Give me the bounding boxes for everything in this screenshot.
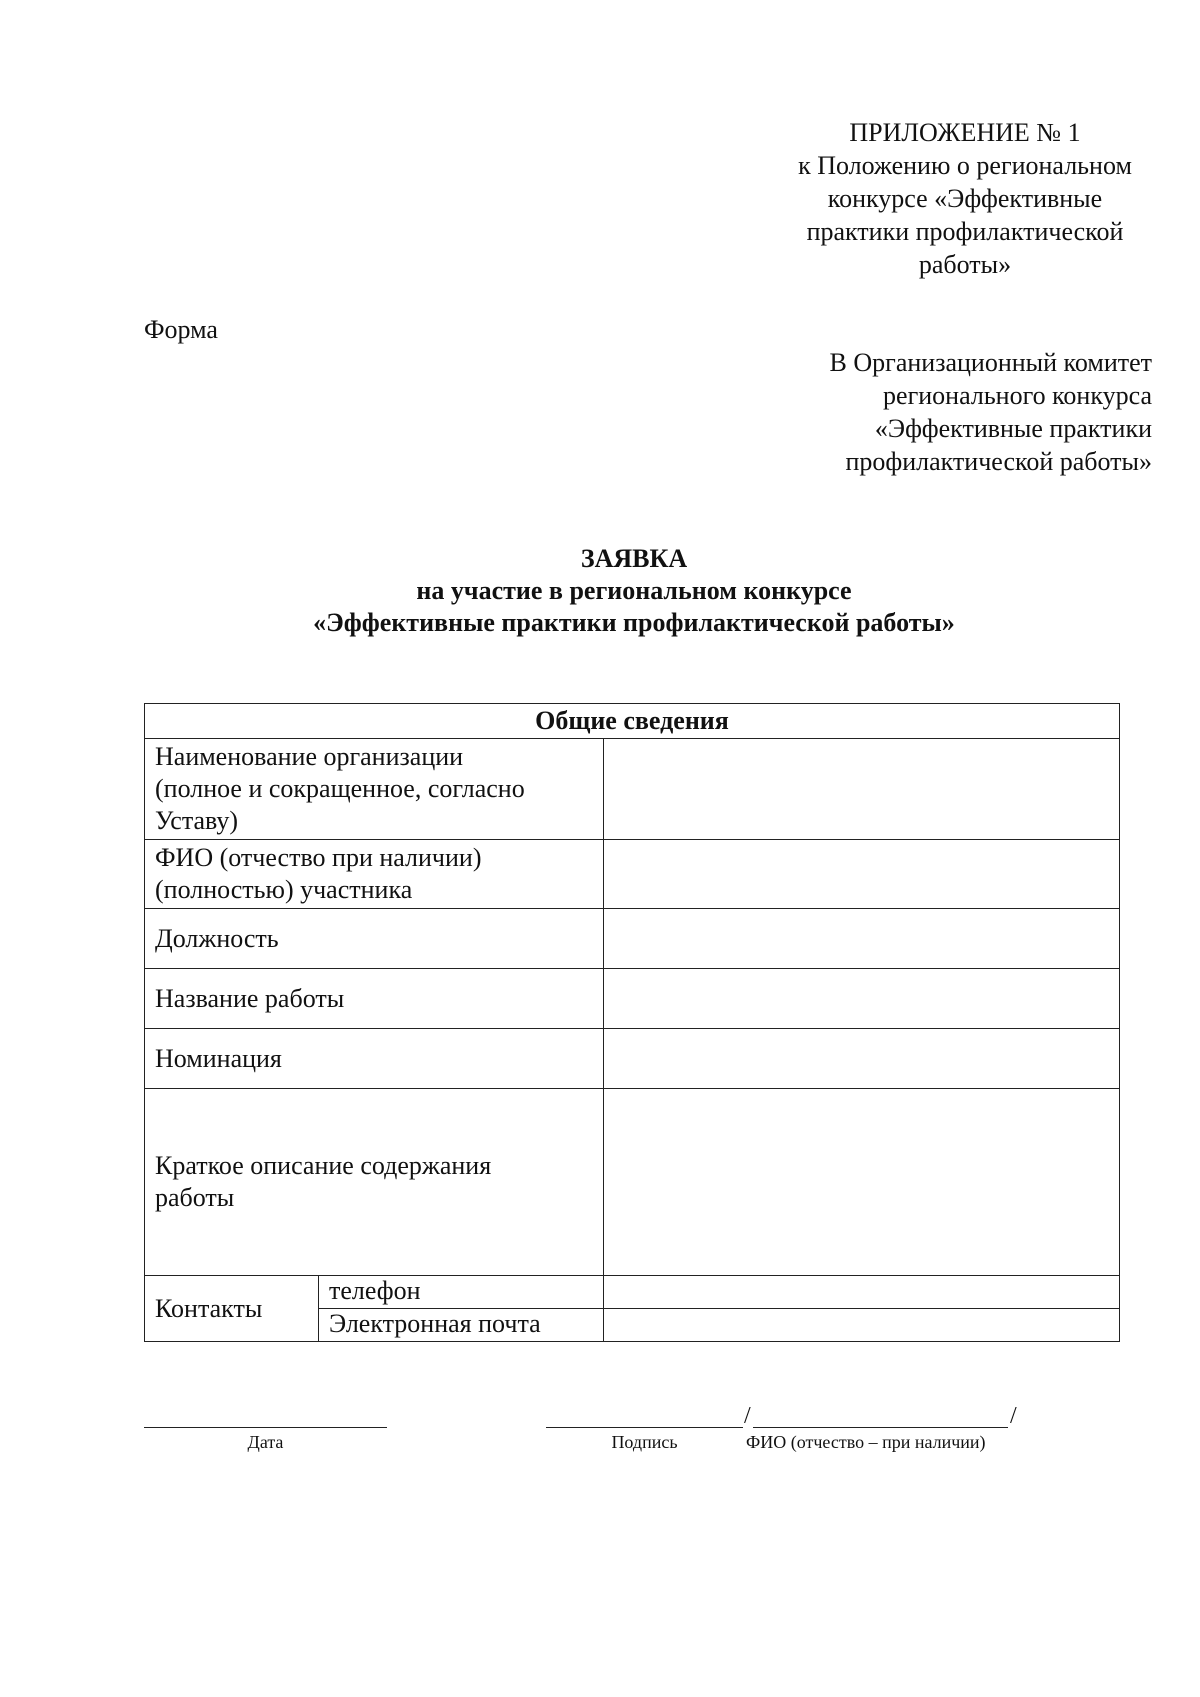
contact-label-email: Электронная почта: [319, 1309, 604, 1342]
date-caption: Дата: [247, 1432, 284, 1452]
table-header: Общие сведения: [145, 704, 1120, 739]
addressee-line: регионального конкурса: [883, 381, 1152, 410]
row-label-position: [145, 909, 604, 969]
field-work-title[interactable]: [604, 969, 1120, 1029]
field-nomination[interactable]: [604, 1029, 1120, 1089]
signature-separator: /: [744, 1403, 751, 1429]
appendix-block: [740, 116, 1190, 281]
row-label-participant-name: [145, 840, 604, 909]
fio-caption: ФИО (отчество – при наличии): [746, 1432, 986, 1452]
label-line: (полное и сокращенное, согласно: [155, 774, 525, 803]
table-row: [145, 1089, 1120, 1276]
row-label-description: [145, 1089, 604, 1276]
label-line: Краткое описание содержания: [155, 1151, 492, 1180]
addressee-line: профилактической работы»: [845, 447, 1152, 476]
label-line: ФИО (отчество при наличии): [155, 843, 482, 872]
field-position[interactable]: [604, 909, 1120, 969]
addressee-line: «Эффективные практики: [874, 414, 1152, 443]
date-line[interactable]: [144, 1427, 387, 1428]
label-line: работы: [155, 1183, 235, 1212]
title-main: ЗАЯВКА: [580, 544, 688, 573]
field-description[interactable]: [604, 1089, 1120, 1276]
addressee-block: [700, 346, 1152, 478]
table-row: [145, 1029, 1120, 1089]
label-line: Номинация: [155, 1043, 282, 1073]
label-line: Должность: [155, 923, 279, 953]
label-line: (полностью) участника: [155, 875, 413, 904]
title-subtitle: на участие в региональном конкурсе: [416, 576, 852, 605]
row-label-work-title: [145, 969, 604, 1029]
field-organization[interactable]: [604, 739, 1120, 840]
table-row: [145, 909, 1120, 969]
table-row: [145, 1276, 1120, 1309]
contact-label-phone: телефон: [319, 1276, 604, 1309]
addressee-line: В Организационный комитет: [829, 348, 1152, 377]
table-row: [145, 840, 1120, 909]
label-line: Название работы: [155, 983, 345, 1013]
title-contest-name: «Эффективные практики профилактической работы»: [313, 608, 955, 637]
row-label-organization: [145, 739, 604, 840]
appendix-line: практики профилактической: [806, 217, 1124, 246]
application-table: [144, 703, 1120, 1342]
label-line: Наименование организации: [155, 742, 464, 771]
document-title: [144, 543, 1124, 639]
form-label: Форма: [144, 315, 218, 344]
appendix-line: конкурсе «Эффективные: [827, 184, 1103, 213]
fio-line[interactable]: [753, 1427, 1008, 1428]
table-header-row: [145, 704, 1120, 739]
signature-caption: Подпись: [611, 1432, 678, 1452]
field-phone[interactable]: [604, 1276, 1120, 1309]
appendix-line: работы»: [918, 250, 1012, 279]
fio-separator: /: [1010, 1403, 1017, 1429]
label-line: Уставу): [155, 806, 239, 835]
appendix-line: к Положению о региональном: [798, 151, 1132, 180]
signature-line[interactable]: [546, 1427, 743, 1428]
row-label-nomination: [145, 1029, 604, 1089]
field-participant-name[interactable]: [604, 840, 1120, 909]
table-row: [145, 739, 1120, 840]
row-label-contacts: Контакты: [145, 1276, 319, 1342]
field-email[interactable]: [604, 1309, 1120, 1342]
appendix-line: ПРИЛОЖЕНИЕ № 1: [849, 118, 1081, 147]
table-row: [145, 969, 1120, 1029]
